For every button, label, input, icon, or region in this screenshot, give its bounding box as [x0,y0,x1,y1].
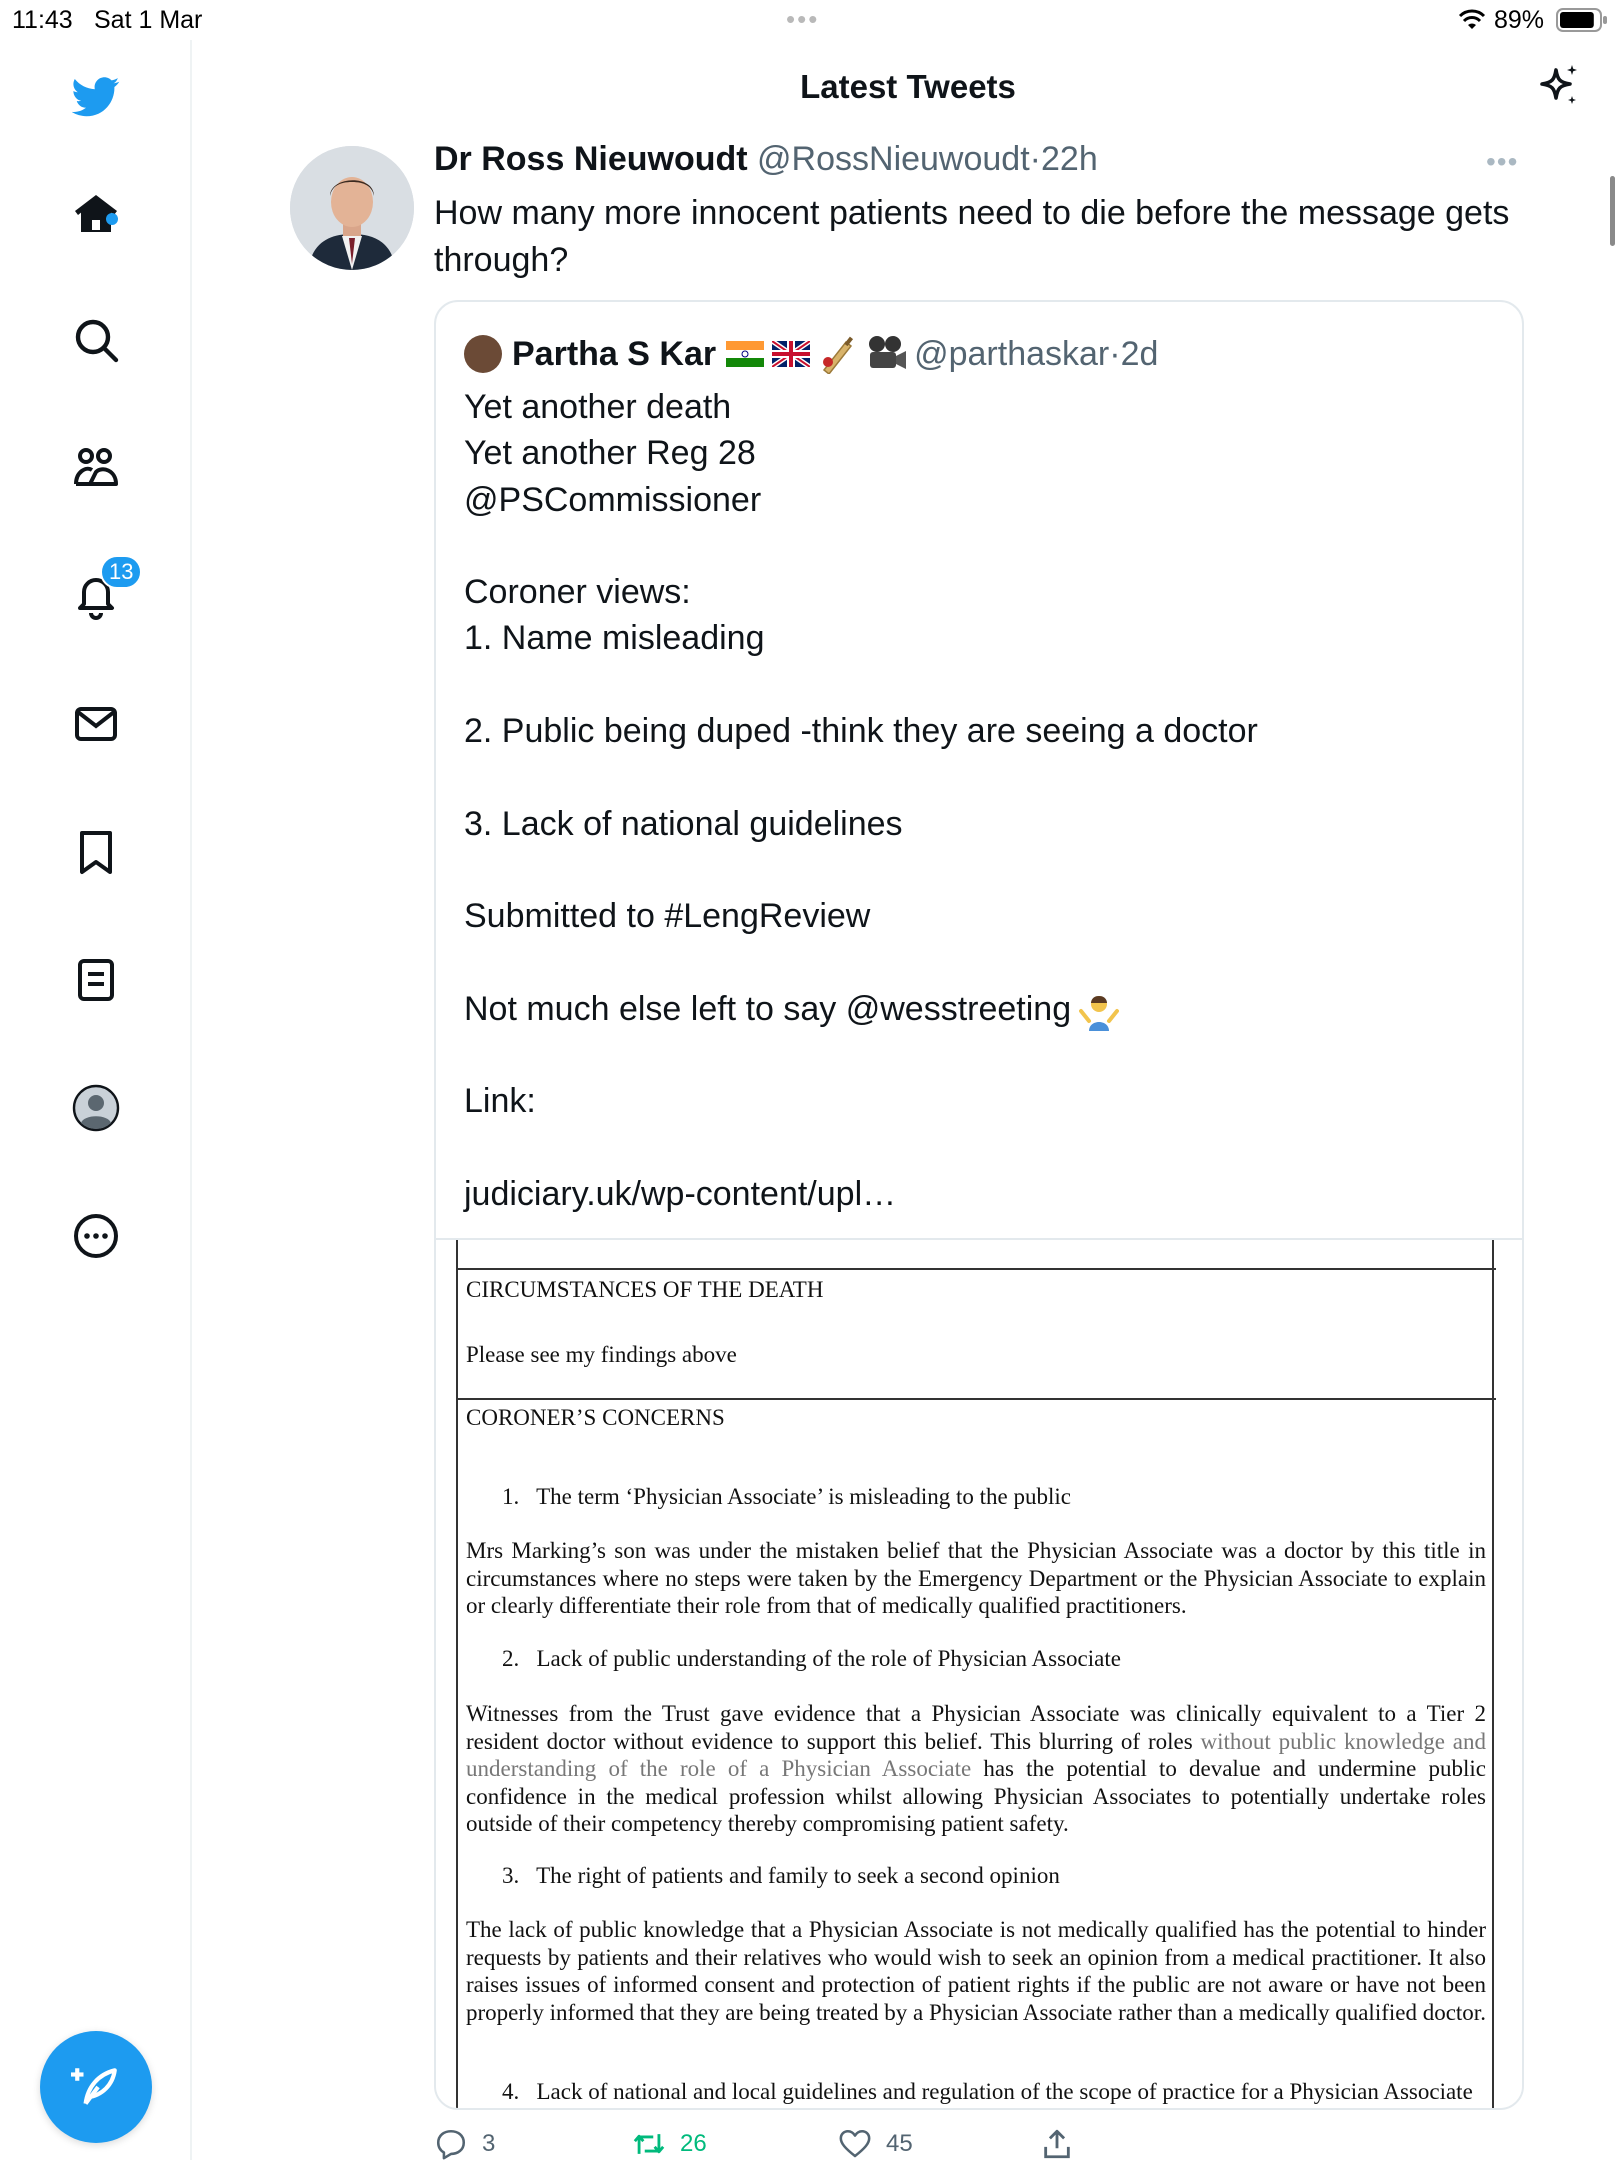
reply-count: 3 [482,2130,496,2157]
envelope-icon [72,700,120,748]
quote-mention[interactable]: @PSCommissioner [464,480,762,519]
sparkle-icon[interactable] [1534,62,1582,110]
attached-document-image[interactable] [436,1238,1524,2110]
doc-item2-text-a: Witnesses from the Trust gave evidence that a Physician Associate was clinically equivalent to a Tier 2 resident doctor without evidence to support this belief. This blurring of roles [466,1701,1486,1754]
quote-hashtag-line[interactable]: Submitted to #LengReview [464,897,871,936]
quote-line [464,847,1504,893]
wifi-icon [1458,8,1486,30]
battery-percent: 89% [1494,6,1545,34]
compose-tweet-button[interactable] [40,2031,152,2143]
author-handle[interactable]: @RossNieuwoudt [757,140,1030,178]
quote-mention-text[interactable]: Not much else left to say @wesstreeting [464,989,1072,1028]
list-icon [72,956,120,1004]
sidebar [0,40,192,2160]
quote-line [464,940,1504,986]
sidebar-item-lists[interactable] [66,950,126,1010]
retweet-count: 26 [680,2130,707,2157]
sidebar-item-messages[interactable] [66,694,126,754]
search-icon [72,316,120,364]
doc-circumstances-heading: CIRCUMSTANCES OF THE DEATH [466,1277,824,1302]
quoted-tweet-time[interactable]: 2d [1120,334,1159,373]
retweet-button[interactable] [632,2126,707,2160]
status-time: 11:43 [12,6,73,34]
doc-item2-text-c: has the potential to devalue and undermine public confidence in the medical profession whilst allowing Physician Associates to potentially undertake roles outside of their competency thereby compromising patient safety. [466,1756,1486,1836]
doc-item2-text-b: without public knowledge and understanding of the role of a Physician Associate [466,1728,1486,1781]
reply-icon [434,2127,468,2160]
status-bar [0,0,1620,40]
quote-line: 2. Public being duped -think they are seeing a doctor [464,712,1258,751]
movie-camera-icon [866,334,908,374]
quoted-author-avatar[interactable] [464,335,502,373]
bookmark-icon [72,828,120,876]
quote-line: 3. Lack of national guidelines [464,804,903,843]
doc-concerns-heading: CORONER’S CONCERNS [466,1405,725,1430]
tweet-text: How many more innocent patients need to die before the message gets through? [434,194,1510,279]
doc-item3-heading: 3. The right of patients and family to seek a second opinion [502,1863,1060,1888]
quoted-author-name[interactable]: Partha S Kar [512,334,717,373]
shrug-emoji-icon [1079,991,1119,1031]
heart-icon [838,2127,872,2160]
retweet-icon [632,2127,666,2160]
quote-line [464,1032,1504,1078]
sidebar-item-home[interactable] [66,184,126,244]
scrollbar-thumb[interactable] [1610,176,1615,246]
quote-mention-line[interactable] [464,986,1504,1032]
share-button[interactable] [1040,2126,1088,2160]
home-unread-dot [106,213,118,225]
status-date: Sat 1 Mar [94,6,203,34]
quote-line [464,662,1504,708]
sidebar-item-communities[interactable] [66,438,126,498]
india-flag-icon [726,341,764,367]
quote-line [464,1125,1504,1171]
more-circle-icon [72,1212,120,1260]
doc-circumstances-text: Please see my findings above [466,1342,737,1367]
tweet-header [434,140,1098,179]
document-divider [456,1398,1496,1400]
twitter-logo-icon[interactable] [66,66,126,126]
quoted-tweet-header [464,332,1158,376]
separator-dot: · [1109,334,1121,373]
communities-icon [72,444,120,492]
quote-link[interactable]: judiciary.uk/wp-content/upl… [464,1175,897,1214]
quoted-tweet-text [464,384,1504,1217]
share-icon [1040,2127,1074,2160]
quoted-tweet[interactable] [434,300,1524,2110]
quote-line: 1. Name misleading [464,619,765,658]
quote-line: Coroner views: [464,573,691,612]
quote-line: Yet another Reg 28 [464,434,756,473]
reply-button[interactable] [434,2126,495,2160]
like-button[interactable] [838,2126,913,2160]
avatar-icon [72,1084,120,1132]
uk-flag-icon [772,341,810,367]
separator-dot: · [1029,140,1041,178]
quote-line [464,523,1504,569]
tweet-time[interactable]: 22h [1041,140,1098,178]
quote-line: Yet another death [464,388,732,426]
document-divider [456,1268,1496,1270]
battery-icon [1556,8,1608,32]
quote-line [464,754,1504,800]
doc-item2-heading: 2. Lack of public understanding of the role of Physician Associate [502,1646,1121,1671]
sidebar-item-more[interactable] [66,1206,126,1266]
sidebar-item-bookmarks[interactable] [66,822,126,882]
doc-item4-heading: 4. Lack of national and local guidelines and regulation of the scope of practice for a Physician Associate [502,2079,1473,2104]
doc-item1-text: Mrs Marking’s son was under the mistaken belief that the Physician Associate was a doctor by this title in circumstances where no steps were taken by the Emergency Department or the Physician Associate to explain or clearly differentiate their role from that of medically qualified practitioners. [466,1538,1486,1618]
doc-item2-text [466,1700,1486,1838]
doc-item3-text: The lack of public knowledge that a Physician Associate is not medically qualified has the potential to hinder requests by patients and their relatives who would wish to seek an opinion from a medical practitioner. It also raises issues of informed consent and protection of patient rights if the public are not aware or have not been properly informed that they are being treated by a Physician Associate rather than a medically qualified doctor. [466,1917,1486,2025]
multitasking-dots-icon[interactable]: ••• [786,4,820,34]
author-avatar[interactable] [290,146,414,270]
quoted-author-handle[interactable]: @parthaskar [914,334,1110,373]
cricket-icon [818,334,860,374]
quote-line: Link: [464,1082,536,1121]
sidebar-item-search[interactable] [66,310,126,370]
sidebar-item-profile[interactable] [66,1078,126,1138]
author-photo [290,146,414,270]
page-title: Latest Tweets [800,68,1016,105]
more-options-icon[interactable]: ••• [1486,146,1519,177]
author-name[interactable]: Dr Ross Nieuwoudt [434,140,748,178]
compose-feather-icon [71,2062,121,2112]
doc-item1-heading: 1. The term ‘Physician Associate’ is misleading to the public [502,1484,1071,1509]
notifications-badge: 13 [100,555,142,589]
like-count: 45 [886,2130,913,2157]
